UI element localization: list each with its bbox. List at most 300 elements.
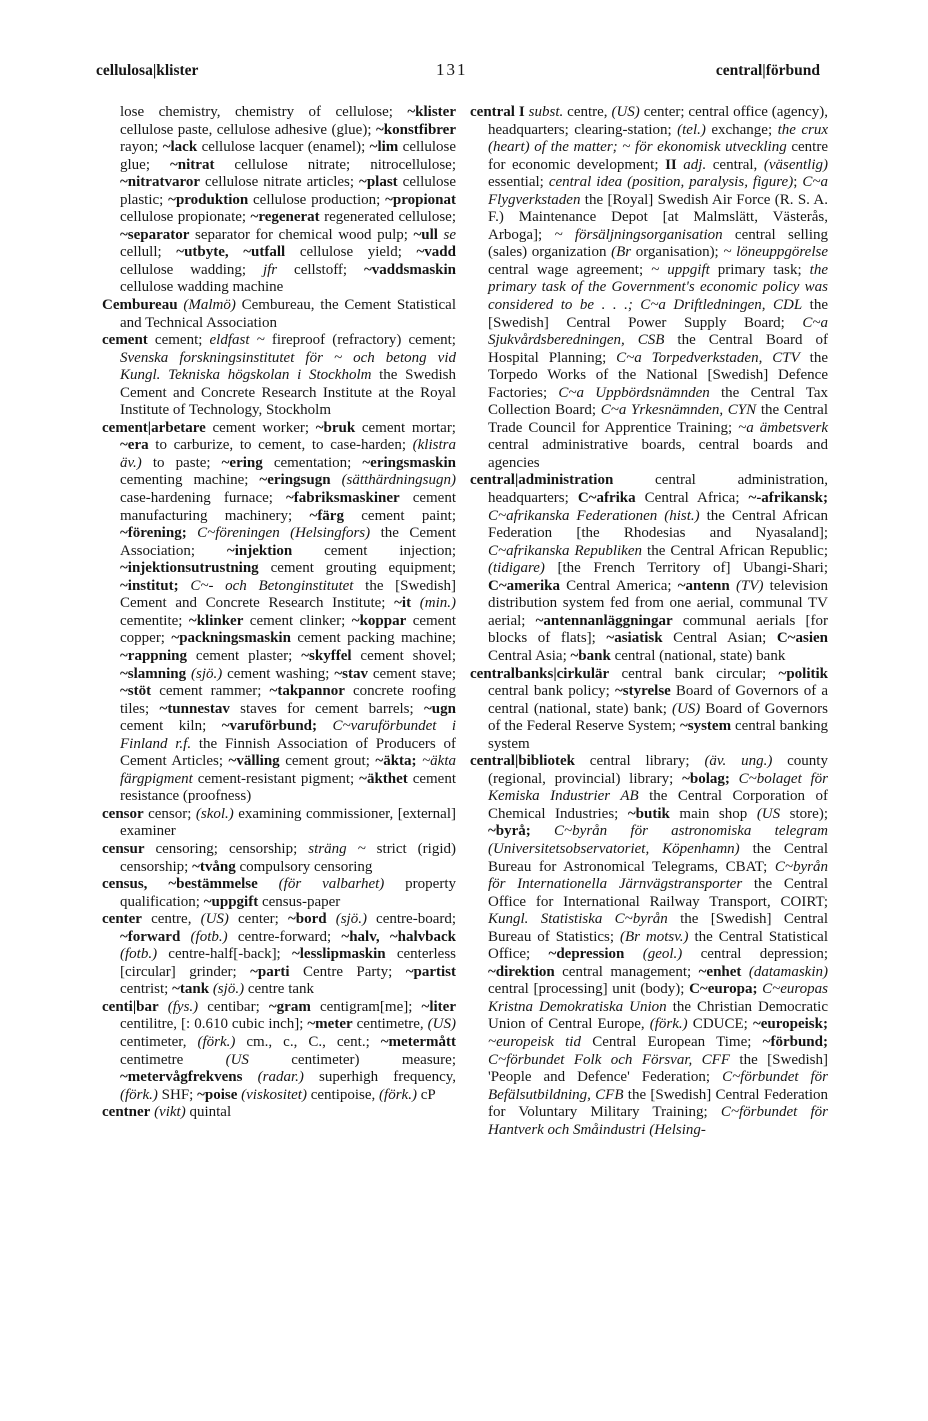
entry-text: rayon; — [120, 139, 163, 156]
headword: central|administration — [470, 472, 614, 489]
entry-text: cellull; — [120, 244, 177, 261]
entry-text: cement resistance (proofness) — [120, 770, 456, 805]
subentry-word: ~lesslipmaskin — [291, 946, 386, 963]
subentry-word: C~asien — [776, 630, 828, 647]
entry-text: the Central African Federation [the Rhodesias and Nyasaland]; — [488, 507, 828, 542]
dictionary-entry — [102, 999, 456, 1104]
entry-text: to carburize, to cement, to case-harden; — [148, 437, 413, 454]
headword: census, ~bestämmelse — [102, 876, 258, 893]
headword: censur — [102, 840, 145, 857]
entry-text: primary task; — [709, 261, 810, 278]
entry-text: concrete roofing tiles; — [120, 683, 456, 717]
entry-text — [411, 595, 420, 611]
subentry-word: ~produktion — [168, 191, 249, 208]
subentry-word: ~it — [394, 595, 412, 612]
entry-text: cellulose plastic; — [120, 174, 456, 208]
subentry-word: ~rappning — [120, 647, 187, 664]
entry-text: central, — [706, 156, 764, 173]
entry-text: separator for chemical wood pulp; — [189, 226, 414, 243]
entry-text: (US — [225, 1051, 249, 1068]
entry-text: fireproof (refractory) cement; — [264, 332, 456, 349]
subentry-word: ~vaddsmaskin — [364, 261, 457, 278]
entry-text: ~ löneuppgörelse — [723, 244, 828, 261]
running-head — [96, 62, 820, 86]
entry-text: centerless [circular] grinder; — [120, 946, 457, 980]
entry-text: CDUCE; — [687, 1016, 753, 1033]
entry-text: cement mortar; — [355, 419, 456, 436]
entry-text: (geol.) — [642, 946, 683, 963]
entry-text: lose chemistry, chemistry of cellulose; — [120, 104, 408, 120]
entry-text: the [Swedish] 'People and Defence' Federation; — [488, 1051, 828, 1086]
entry-text: (förk.) — [197, 1033, 236, 1050]
subentry-word: ~plast — [359, 174, 398, 191]
entry-text: (sjö.) — [212, 981, 245, 998]
entry-text — [180, 929, 190, 945]
entry-text: the crux (heart) of the matter; ~ för ekonomisk utveckling — [488, 121, 828, 156]
entry-text: cellulose production; — [248, 191, 386, 208]
dictionary-entry — [102, 911, 456, 999]
subentry-word: ~nitratvaror — [120, 174, 201, 191]
running-head-right: central|förbund — [715, 62, 820, 79]
entry-text: quintal — [185, 1104, 232, 1121]
entry-text: (US) — [200, 911, 229, 928]
entry-text: the [Swedish] Central Power Supply Board; — [488, 297, 829, 331]
subentry-word: ~bruk — [315, 419, 356, 436]
subentry-word: ~metervågfrekvens — [120, 1069, 243, 1086]
entry-text: (väsentlig) — [763, 156, 829, 173]
entry-text: centimetre — [120, 1051, 226, 1068]
entry-text: Central Africa; — [635, 490, 749, 507]
entry-text: examining commissioner, [external] examiner — [120, 805, 456, 840]
entry-text: centibar; — [198, 998, 269, 1015]
entry-text: [the French Territory of] Ubangi-Shari; — [544, 560, 828, 577]
entry-text: (sjö.) — [335, 911, 367, 928]
subentry-word: C~europa; — [689, 981, 758, 998]
entry-text: ; — [793, 174, 803, 191]
subentry-word: ~asiatisk — [606, 630, 663, 647]
entry-text: cellulose paste, cellulose adhesive (glue); — [120, 121, 376, 138]
entry-text: (äv. ung.) — [704, 753, 773, 770]
entry-text: centrist; — [120, 981, 173, 998]
entry-text: C~a Sjukvårdsberedningen, CSB — [488, 314, 828, 349]
right-column — [470, 104, 828, 1139]
subentry-word: ~halv, ~halvback — [341, 928, 457, 945]
subentry-word: II — [665, 156, 677, 173]
entry-text: the Torpedo Works of the National [Swedish] Defence Factories; — [488, 349, 828, 401]
entry-text — [730, 771, 739, 787]
entry-text: adj. — [683, 156, 707, 173]
subentry-word: ~depression — [548, 946, 625, 963]
entry-text: (vikt) — [154, 1104, 186, 1121]
entry-text: central idea (position, paralysis, figure) — [548, 174, 794, 191]
entry-text: SHF; — [157, 1086, 198, 1103]
entry-text: centre, — [141, 911, 201, 928]
subentry-word: ~butik — [627, 805, 670, 822]
dictionary-entry — [102, 841, 456, 876]
entry-text: exchange; — [705, 121, 778, 138]
entry-text: center; central office (agency), headquarters; clearing-station; — [488, 104, 828, 138]
entry-text: Cembureau, the Cement Statistical and Technical Association — [120, 297, 456, 331]
subentry-word: ~välling — [228, 753, 280, 770]
dictionary-entry — [470, 666, 828, 754]
subentry-word: ~enhet — [698, 963, 742, 980]
entry-text — [531, 823, 554, 839]
subentry-word: ~konstfibrer — [375, 121, 456, 138]
entry-text: centigram[me]; — [310, 998, 422, 1015]
entry-text: cement packing machine; — [290, 630, 456, 647]
entry-text: cement kiln; — [120, 718, 222, 735]
entry-text: cellulose nitrate articles; — [200, 174, 360, 191]
entry-text: case-hardening furnace; — [120, 490, 286, 507]
dictionary-entry — [102, 876, 456, 911]
entry-text: ~ uppgift — [651, 261, 710, 278]
subentry-word: ~bolag; — [682, 770, 730, 787]
entry-text: ~a ämbetsverk — [738, 419, 828, 436]
subentry-word: ~propionat — [385, 191, 456, 208]
subentry-word: ~förbund; — [762, 1033, 828, 1050]
entry-text: centre-forward; — [227, 928, 342, 945]
entry-text: C~förbundet för Befälsutbildning, CFB — [488, 1069, 828, 1103]
dictionary-entry — [102, 1104, 456, 1122]
entry-text: Centre Party; — [289, 963, 406, 980]
entry-text: central (national, state) bank — [610, 647, 786, 664]
entry-text — [242, 1069, 257, 1085]
entry-text: strict (rigid) censorship; — [120, 840, 456, 875]
entry-text: cellulose wadding machine — [120, 279, 284, 296]
subentry-word: ~äkthet — [359, 770, 408, 787]
entry-text: cement copper; — [120, 612, 456, 647]
entry-text: the [Swedish] Central Federation for Voluntary Military Training; — [488, 1086, 829, 1121]
entry-text: center; — [228, 911, 288, 928]
dictionary-entry — [470, 753, 828, 1139]
subentry-word: ~skyffel — [301, 647, 352, 664]
left-column — [102, 104, 456, 1122]
subentry-word: ~europeisk; — [752, 1016, 828, 1033]
entry-text — [159, 999, 168, 1015]
entry-text: cement injection; — [292, 542, 456, 559]
entry-text: C~a Uppbördsnämnden — [558, 384, 710, 401]
entry-text: (min.) — [419, 595, 456, 612]
entry-text: cement manufacturing machinery; — [120, 490, 457, 524]
subentry-word: ~forward — [120, 928, 181, 945]
entry-text: the Central Tax Collection Board; — [488, 384, 829, 419]
entry-text: central wage agreement; — [488, 261, 652, 278]
entry-text: central administration, headquarters; — [488, 472, 828, 507]
entry-text: C~byrån för Internationella Järnvägstransporter — [488, 858, 828, 893]
entry-text: centipoise, — [306, 1086, 380, 1103]
entry-text: centre-half[-back]; — [157, 946, 292, 963]
entry-text: cellulose nitrate; nitrocellulose; — [214, 156, 456, 173]
entry-text: (TV) — [735, 577, 764, 594]
entry-text: cm., c., C., cent.; — [235, 1033, 381, 1050]
entry-text: central banking system — [488, 718, 828, 752]
entry-text: the Central Board of Hospital Planning; — [488, 332, 828, 366]
subentry-word: ~byrå; — [488, 823, 531, 840]
subentry-word: ~liter — [421, 998, 456, 1015]
subentry-word: ~era — [120, 437, 149, 454]
subentry-word: ~ull — [413, 226, 438, 243]
entry-text: ~äkta färgpigment — [120, 753, 457, 787]
entry-text — [624, 946, 642, 962]
entry-text: cement washing; — [222, 665, 335, 682]
entry-text: centre-board; — [366, 911, 457, 928]
subentry-word: ~eringsugn — [259, 472, 331, 489]
entry-text: C~afrikanska Republiken — [488, 542, 642, 559]
subentry-word: ~utbyte, ~utfall — [176, 244, 286, 261]
entry-text: the primary task of the Government's economic policy was considered to be . . .; C~a Driftledningen, CDL — [488, 261, 828, 314]
dictionary-entry — [102, 104, 456, 297]
entry-text: jfr — [262, 261, 278, 278]
entry-text: Central Asian; — [662, 630, 777, 647]
entry-text: (fotb.) — [190, 928, 228, 945]
entry-text: cement plaster; — [187, 647, 302, 664]
entry-text: communal aerials [for blocks of flats]; — [488, 612, 828, 647]
dictionary-entry — [102, 297, 456, 332]
entry-text: censoring; censorship; — [144, 840, 309, 857]
entry-text: central selling (sales) organization — [488, 226, 828, 261]
entry-text: the Central African Republic; — [641, 542, 828, 559]
entry-text: C~förbundet Folk och Försvar, CFF — [488, 1051, 731, 1068]
subentry-word: ~institut; — [120, 577, 179, 594]
entry-text — [331, 472, 342, 488]
entry-text: compulsory censoring — [235, 858, 373, 875]
entry-text: cementation; — [262, 454, 363, 471]
headword: censor — [102, 805, 144, 822]
entry-text: centre tank — [244, 981, 315, 998]
entry-text: the Central Bureau for Astronomical Telegrams, CBAT; — [488, 840, 828, 875]
subentry-word: ~injektion — [226, 542, 293, 559]
entry-text: staves for cement barrels; — [229, 700, 424, 717]
entry-text: (förk.) — [379, 1086, 417, 1103]
subentry-word: ~färg — [309, 507, 344, 524]
entry-text: centimeter) measure; — [248, 1051, 456, 1068]
subentry-word: ~politik — [778, 665, 828, 682]
entry-text: (Br motsv.) — [619, 928, 689, 945]
entry-text: property qualification; — [120, 876, 456, 910]
entry-text: ~europeisk tid — [488, 1033, 581, 1050]
subentry-word: ~system — [679, 718, 732, 735]
entry-text — [179, 578, 191, 594]
entry-text: regenerated cellulose; — [319, 209, 456, 226]
headword: centner — [102, 1104, 151, 1121]
entry-text: cement grout; — [279, 753, 376, 770]
dictionary-entry — [470, 104, 828, 472]
entry-text: (tel.) — [677, 121, 706, 138]
entry-text: census-paper — [258, 893, 341, 910]
entry-text: (viskositet) — [241, 1086, 307, 1103]
entry-text: C~a Torpedverkstaden, CTV — [616, 349, 800, 366]
subentry-word: ~styrelse — [614, 683, 671, 700]
entry-text: central management; — [554, 963, 699, 980]
entry-text: (förk.) — [120, 1086, 158, 1103]
entry-text: C~förbundet för Hantverk och Småindustri (Helsing- — [488, 1104, 828, 1138]
entry-text: (förk.) — [649, 1016, 688, 1033]
entry-text: central bank circular; — [609, 665, 779, 682]
entry-text: se — [443, 226, 456, 243]
entry-text: store); — [780, 805, 828, 822]
entry-text: the Central Statistical Office; — [488, 928, 828, 963]
entry-text: central administrative boards, central boards and agencies — [488, 437, 828, 471]
headword: cement|arbetare — [102, 419, 206, 436]
entry-text: centre, — [563, 104, 612, 120]
entry-text: the [Swedish] Central Bureau of Statistics; — [488, 911, 828, 945]
entry-text: the Central Trade Council for Apprentice Training; — [488, 402, 828, 436]
entry-text: censor; — [143, 805, 196, 822]
entry-text: central bank policy; — [488, 683, 615, 700]
subentry-word: ~ugn — [424, 700, 456, 717]
subentry-word: ~direktion — [488, 963, 555, 980]
subentry-word: ~fabriksmaskiner — [286, 490, 400, 507]
entry-text: centre for economic development; — [488, 139, 828, 173]
entry-text: Central European Time; — [580, 1033, 763, 1050]
entry-text: cement clinker; — [243, 612, 352, 629]
entry-text: (fotb.) — [120, 946, 158, 963]
entry-text: Central America; — [559, 577, 678, 594]
entry-text: C~bolaget för Kemiska Industrier AB — [488, 770, 828, 805]
entry-text: centimetre, — [352, 1016, 428, 1033]
entry-text: central library; — [574, 753, 705, 770]
entry-text: (Malmö) — [183, 297, 236, 314]
entry-text: essential; — [488, 174, 549, 191]
entry-text — [741, 964, 748, 980]
entry-text: (US) — [611, 104, 640, 120]
subentry-word: ~partist — [405, 963, 456, 980]
entry-text: the Cement Association; — [120, 525, 457, 559]
entry-text: C~a Yrkesnämnden, CYN — [600, 402, 757, 419]
entry-text: cement grouting equipment; — [258, 560, 456, 577]
entry-text: cellulose propionate; — [120, 209, 251, 226]
entry-text: (radar.) — [257, 1069, 304, 1086]
entry-text: main shop — [669, 805, 757, 822]
subentry-word: ~metermått — [380, 1033, 456, 1050]
entry-text: the Christian Democratic Union of Central Europe, — [488, 998, 828, 1033]
entry-text: (US — [756, 805, 781, 822]
entry-text: cement shovel; — [351, 647, 456, 664]
entry-text: cement worker; — [205, 419, 316, 436]
entry-text: the Central Office for International Railway Transport, COIRT; — [488, 876, 828, 910]
subentry-word: ~vadd — [416, 244, 456, 261]
entry-text: C~afrikanska Federationen (hist.) — [488, 507, 700, 524]
subentry-word: ~injektionsutrustning — [120, 560, 259, 577]
subentry-word: ~poise — [197, 1086, 238, 1103]
entry-text: C~europas Kristna Demokratiska Union — [488, 981, 828, 1015]
entry-text: Central Asia; — [488, 647, 571, 664]
entry-text: centimeter, — [120, 1033, 198, 1050]
subentry-word: ~klister — [407, 104, 456, 120]
entry-text: cP — [416, 1086, 436, 1103]
entry-text: C~varuförbundet i Finland r.f. — [120, 718, 456, 752]
subentry-word: ~tvång — [192, 858, 236, 875]
entry-text: C~- och Betonginstitutet — [190, 577, 354, 594]
entry-text: cementite; — [120, 612, 189, 629]
entry-text: C~a Flygverkstaden — [488, 174, 828, 208]
subentry-word: ~slamning — [120, 665, 187, 682]
headword: cement — [102, 332, 148, 349]
subentry-word: ~uppgift — [203, 893, 259, 910]
entry-text: county (regional, provincial) library; — [488, 753, 828, 787]
entry-text: cellstoff; — [277, 261, 364, 278]
subentry-word: ~varuförbund; — [221, 718, 318, 735]
subentry-word: ~packningsmaskin — [171, 630, 291, 647]
entry-text — [258, 876, 279, 892]
entry-text: cement stave; — [367, 665, 457, 682]
entry-text — [317, 718, 332, 734]
subentry-word: ~lack — [162, 139, 198, 156]
page-number: 131 — [436, 60, 468, 79]
entry-text: cement-resistant pigment; — [192, 770, 360, 787]
entry-text: ~ försäljningsorganisation — [554, 226, 723, 243]
entry-text: Board of Governors of a central (national, state) bank; — [488, 683, 829, 717]
subentry-word: ~gram — [268, 998, 311, 1015]
entry-text — [327, 911, 336, 927]
subentry-word: ~antennanläggningar — [535, 612, 673, 629]
entry-text: (sjö.) — [191, 665, 223, 682]
dictionary-entry — [102, 332, 456, 420]
subentry-word: ~nitrat — [169, 156, 215, 173]
subentry-word: ~tunnestav — [159, 700, 230, 717]
subentry-word: ~förening; — [120, 525, 187, 542]
subentry-word: ~klinker — [188, 612, 244, 629]
entry-text: sträng ~ — [308, 840, 366, 857]
subentry-word: ~stav — [334, 665, 368, 682]
entry-text: eldfast ~ — [209, 332, 265, 349]
entry-text: (klistra äv.) — [120, 437, 456, 471]
subentry-word: ~meter — [307, 1016, 353, 1033]
entry-text: cementing machine; — [120, 472, 260, 489]
dictionary-entry — [102, 420, 456, 806]
headword: Cembureau — [102, 297, 178, 314]
subentry-word: ~ering — [221, 454, 263, 471]
headword: central I — [470, 104, 525, 120]
subentry-word: ~äkta; — [375, 753, 417, 770]
entry-text: superhigh frequency, — [303, 1069, 457, 1086]
entry-text: centilitre, [: 0.610 cubic inch]; — [120, 1016, 308, 1033]
entry-text: (Br — [611, 244, 632, 261]
entry-text: C~föreningen (Helsingfors) — [197, 525, 371, 542]
subentry-word: ~regenerat — [250, 209, 320, 226]
headword: centi|bar — [102, 998, 159, 1015]
headword: centralbanks|cirkulär — [470, 665, 610, 682]
entry-text: cellulose glue; — [120, 139, 456, 173]
subentry-word: ~takpannor — [269, 683, 345, 700]
entry-text: Kungl. Statistiska C~byrån — [488, 911, 668, 928]
entry-text: the Central Corporation of Chemical Industries; — [488, 788, 828, 822]
subentry-word: ~bord — [287, 911, 327, 928]
subentry-word: ~lim — [369, 139, 399, 156]
entry-text: (tidigare) — [488, 560, 545, 577]
entry-text: central depression; — [682, 946, 829, 963]
entry-text: the [Swedish] Cement and Concrete Research Institute; — [120, 577, 456, 612]
running-head-left: cellulosa|klister — [96, 62, 199, 79]
entry-text: cellulose lacquer (enamel); — [197, 139, 370, 156]
entry-text: C~byrån för astronomiska telegram (Universitetsobservatoriet, Köpenhamn) — [488, 823, 828, 857]
subentry-word: C~afrika — [577, 490, 636, 507]
subentry-word: ~separator — [120, 226, 190, 243]
entry-text: (för valbarhet) — [278, 876, 385, 893]
subentry-word: ~tank — [172, 981, 210, 998]
subentry-word: ~parti — [250, 963, 290, 980]
entry-text: (fys.) — [167, 998, 199, 1015]
entry-text: (US) — [427, 1016, 456, 1033]
subentry-word: ~koppar — [351, 612, 407, 629]
entry-text: the Finnish Association of Producers of Cement Articles; — [120, 735, 456, 770]
headword: central|bibliotek — [470, 753, 575, 770]
entry-text: (skol.) — [195, 805, 234, 822]
subentry-word: ~antenn — [677, 577, 730, 594]
entry-text: cement rammer; — [151, 683, 270, 700]
entry-text: (datamaskin) — [748, 963, 828, 980]
entry-text: cellulose wadding; — [120, 261, 263, 278]
